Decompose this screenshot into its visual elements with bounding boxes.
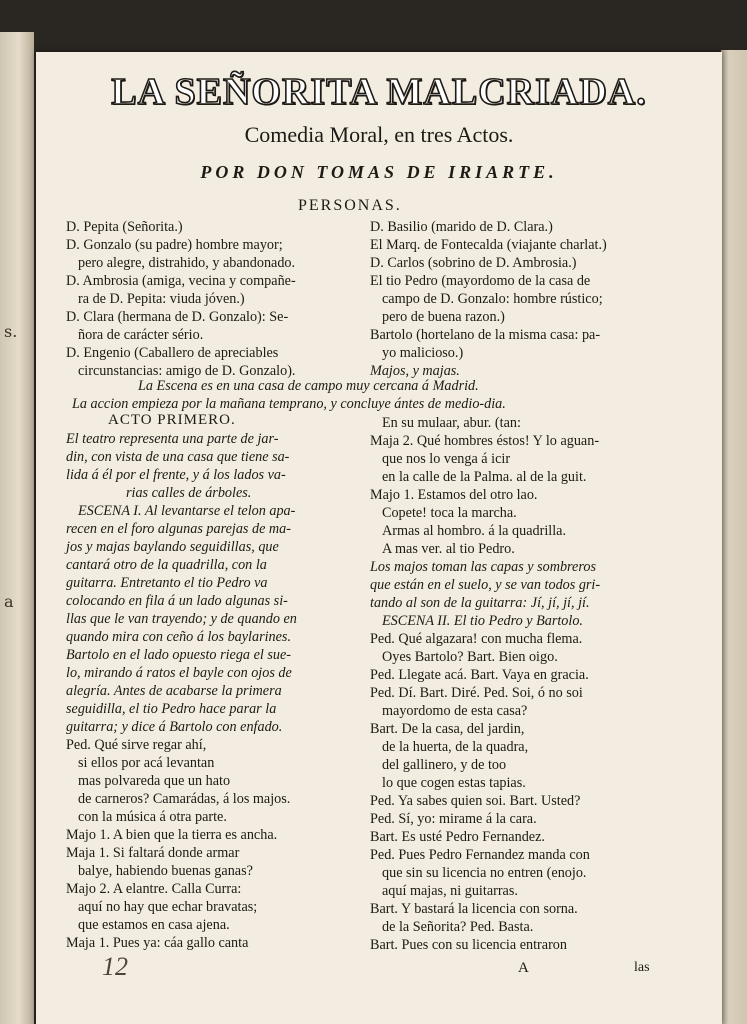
text-line: Ped. Qué sirve regar ahí, [66,737,207,753]
text-line: Bart. Y bastará la licencia con sorna. [370,901,578,917]
text-line: llas que le van trayendo; y de quando en [66,611,297,627]
text-line: quando mira con ceño á los baylarines. [66,629,292,645]
persona-line: D. Engenio (Caballero de apreciables [66,345,279,361]
text-line: lo que cogen estas tapias. [382,775,526,791]
text-line: Bart. De la casa, del jardin, [370,721,525,737]
text-line: tando al son de la guitarra: Jí, jí, jí, jí. [370,595,590,611]
text-line: En su mulaar, abur. (tan: [382,415,521,431]
text-line: Copete! toca la marcha. [382,505,517,521]
persona-line: D. Clara (hermana de D. Gonzalo): Se- [66,309,289,325]
text-line: lida á él por el frente, y á los lados va- [66,467,286,483]
personas-list-right [370,218,710,380]
persona-line: circunstancias: amigo de D. Gonzalo). [78,363,296,379]
text-line: de carneros? Camarádas, á los majos. [78,791,291,807]
persona-line: campo de D. Gonzalo: hombre rústico; [382,291,603,307]
text-line: Ped. Llegate acá. Bart. Vaya en gracia. [370,667,589,683]
persona-line: pero alegre, distrahido, y abandonado. [78,255,296,271]
text-line: Maja 1. Si faltará donde armar [66,845,240,861]
text-line: Ped. Qué algazara! con mucha flema. [370,631,583,647]
text-column-left [66,430,366,952]
text-line: mayordomo de esta casa? [382,703,528,719]
text-line: Oyes Bartolo? Bart. Bien oigo. [382,649,558,665]
persona-line: ra de D. Pepita: viuda jóven.) [78,291,245,307]
text-line: Maja 2. Qué hombres éstos! Y lo aguan- [370,433,600,449]
text-line: Ped. Pues Pedro Fernandez manda con [370,847,590,863]
text-line: cantará otro de la quadrilla, con la [66,557,267,573]
text-line: Bart. Es usté Pedro Fernandez. [370,829,545,845]
text-line: del gallinero, y de too [382,757,507,773]
persona-line: Majos, y majas. [370,363,460,379]
persona-line: El tio Pedro (mayordomo de la casa de [370,273,591,289]
act-heading: ACTO PRIMERO. [108,412,236,428]
text-line: guitarra. Entretanto el tio Pedro va [66,575,268,591]
page-number-handwritten: 12 [102,952,128,981]
persona-line: D. Ambrosia (amiga, vecina y compañe- [66,273,296,289]
persona-line: El Marq. de Fontecalda (viajante charlat.) [370,237,607,253]
text-line: ESCENA II. El tio Pedro y Bartolo. [382,613,583,629]
previous-page-edge [0,32,34,1024]
persona-line: D. Gonzalo (su padre) hombre mayor; [66,237,283,253]
scene-time-line: La accion empieza por la mañana temprano, y concluye ántes de medio-dia. [72,396,506,412]
text-line: que sin su licencia no entren (enojo. [382,865,587,881]
text-line: Ped. Sí, yo: mirame á la cara. [370,811,537,827]
text-line: aquí majas, ni guitarras. [382,883,518,899]
text-line: din, con vista de una casa que tiene sa- [66,449,290,465]
persona-line: D. Pepita (Señorita.) [66,219,183,235]
play-author: POR DON TOMAS DE IRIARTE. [200,162,558,182]
personas-heading: PERSONAS. [298,197,402,214]
text-line: A mas ver. al tio Pedro. [382,541,515,557]
text-line: seguidilla, el tio Pedro hace parar la [66,701,277,717]
text-line: jos y majas baylando seguidillas, que [66,539,279,555]
scene-setting-line: La Escena es en una casa de campo muy cercana á Madrid. [138,378,479,394]
persona-line: yo malicioso.) [382,345,464,361]
text-line: en la calle de la Palma. al de la guit. [382,469,587,485]
text-line: Majo 1. A bien que la tierra es ancha. [66,827,278,843]
text-line: aquí no hay que echar bravatas; [78,899,258,915]
text-line: Los majos toman las capas y sombreros [370,559,596,575]
book-page-stack-edge [721,50,747,1024]
text-line: Armas al hombro. á la quadrilla. [382,523,566,539]
text-line: Majo 2. A elantre. Calla Curra: [66,881,242,897]
play-title: LA SEÑORITA MALCRIADA. [111,71,647,113]
text-line: alegría. Antes de acabarse la primera [66,683,282,699]
text-line: de la huerta, de la quadra, [382,739,529,755]
text-line: recen en el foro algunas parejas de ma- [66,521,291,537]
text-line: Ped. Ya sabes quien soi. Bart. Usted? [370,793,581,809]
text-line: balye, habiendo buenas ganas? [78,863,253,879]
text-line: si ellos por acá levantan [78,755,215,771]
play-subtitle: Comedia Moral, en tres Actos. [244,122,514,147]
persona-line: pero de buena razon.) [382,309,505,325]
text-column-right [370,414,710,954]
text-line: rias calles de árboles. [126,485,252,501]
text-line: lo, mirando á ratos el bayle con ojos de [66,665,292,681]
text-line: con la música á otra parte. [78,809,227,825]
text-line: ESCENA I. Al levantarse el telon apa- [78,503,296,519]
text-line: Bartolo en el lado opuesto riega el sue- [66,647,291,663]
text-line: que están en el suelo, y se van todos gri- [370,577,601,593]
edge-mark: a [4,592,14,611]
book-page [36,52,722,1024]
text-line: guitarra; y dice á Bartolo con enfado. [66,719,283,735]
persona-line: ñora de carácter sério. [78,327,204,343]
persona-line: Bartolo (hortelano de la misma casa: pa- [370,327,601,343]
text-line: Majo 1. Estamos del otro lao. [370,487,538,503]
edge-mark: s. [4,322,18,341]
persona-line: D. Carlos (sobrino de D. Ambrosia.) [370,255,577,271]
text-line: mas polvareda que un hato [78,773,231,789]
text-line: colocando en fila á un lado algunas si- [66,593,288,609]
persona-line: D. Basilio (marido de D. Clara.) [370,219,553,235]
catchword: las [634,960,650,975]
text-line: que nos lo venga á icir [382,451,511,467]
text-line: El teatro representa una parte de jar- [66,431,279,447]
text-line: de la Señorita? Ped. Basta. [382,919,534,935]
text-line: Bart. Pues con su licencia entraron [370,937,567,953]
text-line: Ped. Dí. Bart. Diré. Ped. Soi, ó no soi [370,685,583,701]
signature-mark: A [518,960,529,976]
personas-list-left [66,218,366,380]
text-line: que estamos en casa ajena. [78,917,230,933]
text-line: Maja 1. Pues ya: cáa gallo canta [66,935,249,951]
